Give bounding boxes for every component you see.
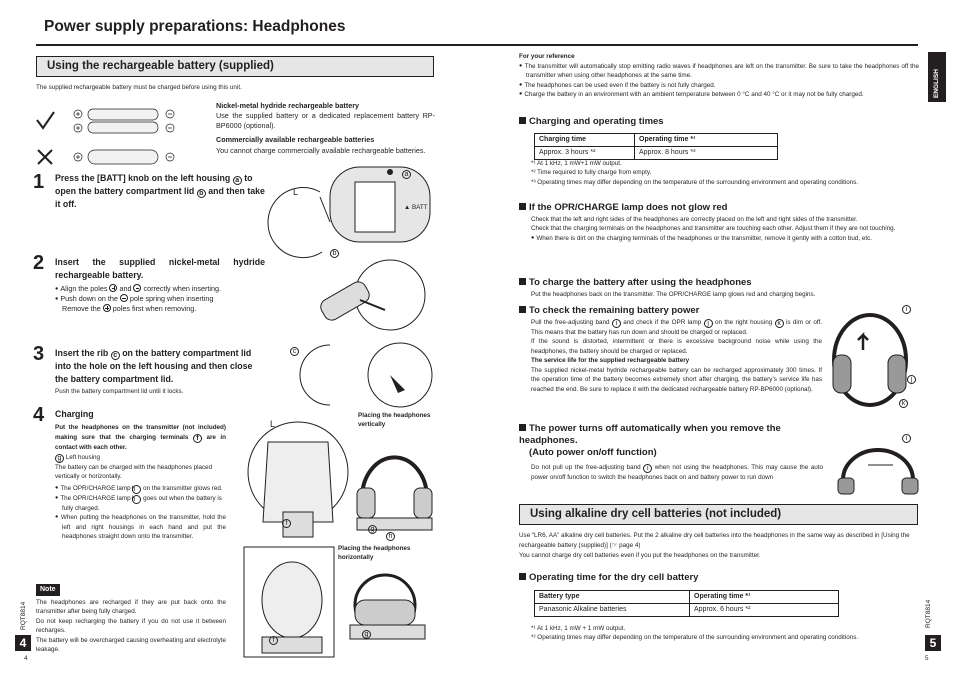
fig-auto-power — [838, 440, 918, 495]
fig-headphones-horizontal — [340, 565, 435, 655]
ref-title: For your reference — [519, 53, 575, 60]
fig-step4-horizontal-a — [242, 545, 337, 660]
ref-item: ● Charge the battery in an environment with an ambient temperature between 0 °C and 40 °C or it may not be fully charged. — [519, 90, 919, 99]
step-2-text: Insert the supplied nickel-metal hydride rechargeable battery. — [55, 257, 265, 280]
fig-label-vertical: Placing the headphones vertically — [358, 412, 431, 428]
page-small-4: 4 — [24, 655, 28, 662]
model-right: RQT8814 — [925, 599, 932, 628]
auto-heading: The power turns off automatically when you remove the headphones. (Auto power on/off function) — [519, 423, 781, 458]
fig-label-L2: L — [270, 419, 276, 429]
fig-callout-a: a — [402, 170, 411, 179]
after-text: Put the headphones back on the transmitter. The OPR/CHARGE lamp glows red and charging begins. — [531, 291, 816, 298]
fig-callout-f2: f — [269, 636, 278, 645]
opr-text: Check that the left and right sides of the headphones are correctly placed on the left and right sides of the transmitter. Check that the charging terminals on the headphones and transmitter are touching each other. Adjust them if they are not touching. ● When there is dirt on the charging terminals of the headphones or the transmitter, remove it gently with a cotton bud, etc. — [531, 215, 919, 243]
step-4-heading: Charging — [55, 409, 94, 419]
language-tab-label: ENGLISH — [933, 69, 940, 98]
note-text: The headphones are recharged if they are put back onto the transmitter after being fully charged. Do not keep recharging the battery if you do not use it between recharges. The battery will be overcharged causing overheating and electrolyte leakage. — [36, 599, 226, 654]
remain-text: Pull the free-adjusting band i and check if the OPR lamp j on the right housing k is dim or off. This means that the battery has run down and should be charged or replaced. If the sound is distorted, intermittent or there is excessive background noise while using the headphones, the battery should be charged or replaced. The service life for the supplied rechargeable battery The supplied nickel-metal hydride rechargeable battery can be recharged approximately 300 times. If the operation time of the battery becomes extremely short after charging, the battery’s service life has reached the end. Be sure to replace it with the dedicated rechargeable battery RP-BP6000 (optional). — [531, 319, 823, 393]
step-4-left-housing: g Left housing — [55, 454, 100, 463]
fig-callout-f: f — [282, 519, 291, 528]
fig-step3 — [290, 335, 440, 415]
checkmark-icon — [37, 112, 54, 128]
section-rechargeable: Using the rechargeable battery (supplied) — [36, 56, 434, 77]
step-4-bold-text: Put the headphones on the transmitter (not included) making sure that the charging terminals f are in contact with each other. — [55, 424, 227, 451]
charging-notes: *¹ At 1 kHz, 1 mW+1 mW output. *² Time required to fully charge from empty. *³ Operating times may differ depending on the temperature of the surrounding environment and operating conditions. — [531, 160, 859, 186]
after-heading: To charge the battery after using the headphones — [519, 277, 752, 289]
callout-h: h — [132, 485, 141, 494]
step-4-bullets: ● The OPR/CHARGE lamp h on the transmitter glows red. ● The OPR/CHARGE lamp h goes out when the battery is fully charged. ● When putting the headphones on the transmitter, hold the left and right housings in each hand and put the headphones straight down onto the transmitter. — [55, 484, 226, 542]
callout-b: b — [197, 189, 206, 198]
nimh-text: Use the supplied battery or a dedicated replacement battery RP-BP6000 (optional). — [216, 111, 435, 130]
fig-step2 — [290, 250, 440, 340]
page-title: Power supply preparations: Headphones — [44, 18, 346, 35]
page-number-5: 5 — [925, 635, 941, 651]
ref-list — [519, 62, 919, 100]
step-3-text: Insert the rib c on the battery compartment lid into the hole on the left housing and then close the battery compartment lid. — [55, 348, 253, 384]
fig-label-horizontal: Placing the headphones horizontally — [338, 545, 411, 561]
plus-pole-icon — [103, 304, 111, 312]
dry-table: Battery type Operating time *¹ Panasonic Alkaline batteries Approx. 6 hours *² — [534, 590, 839, 617]
fig-callout-g: g — [368, 525, 377, 534]
battery-wrong-icon — [74, 150, 174, 164]
charging-heading: Charging and operating times — [519, 116, 664, 128]
opr-heading: If the OPR/CHARGE lamp does not glow red — [519, 202, 727, 214]
minus-pole-icon — [120, 294, 128, 302]
callout-j: j — [704, 319, 713, 328]
fig-callout-i2: i — [902, 434, 911, 443]
battery-figure — [36, 104, 216, 166]
callout-c: c — [111, 351, 120, 360]
remain-heading: To check the remaining battery power — [519, 305, 699, 317]
step-2-bullets: ● Align the poles and correctly when inserting. ● Push down on the pole spring when inserting Remove the poles first when removing. — [55, 284, 270, 314]
step-1-number: 1 — [33, 171, 45, 193]
intro-text: The supplied rechargeable battery must be charged before using this unit. — [36, 84, 242, 91]
auto-text: Do not pull up the free-adjusting band i when not using the headphones. This may cause the auto power on/off function to switch the headphones back on and battery power to run down — [531, 464, 824, 481]
commercial-title: Commercially available rechargeable batteries — [216, 135, 375, 144]
dry-notes: *¹ At 1 kHz, 1 mW + 1 mW output. *² Operating times may differ depending on the temperature of the surrounding environment and operating conditions. — [531, 625, 859, 642]
battery-correct-icon — [74, 109, 174, 133]
plus-pole-icon — [109, 284, 117, 292]
model-left: RQT8814 — [20, 601, 27, 630]
note-label: Note — [36, 584, 60, 596]
fig-callout-c: c — [290, 347, 299, 356]
callout-k: k — [775, 319, 784, 328]
step-4-number: 4 — [33, 404, 45, 426]
fig-label-batt: ▲ BATT — [404, 204, 428, 211]
commercial-text: You cannot charge commercially available rechargeable batteries. — [216, 146, 426, 155]
fig-label-L: L — [293, 187, 299, 197]
fig-step4-vertical — [238, 412, 358, 542]
nimh-title: Nickel-metal hydride rechargeable battery — [216, 101, 360, 110]
callout-g: g — [55, 454, 64, 463]
ref-item: ● The transmitter will automatically stop emitting radio waves if headphones are left on the transmitter. Be sure to take the headphones off the transmitter when using other headphones at the same time. — [519, 62, 919, 81]
charging-table: Charging time Operating time *¹ Approx. 3 hours *² Approx. 8 hours *³ — [534, 133, 778, 160]
section-alkaline: Using alkaline dry cell batteries (not included) — [519, 504, 918, 525]
step-3-number: 3 — [33, 343, 45, 365]
callout-h: h — [132, 495, 141, 504]
cross-icon — [38, 150, 52, 164]
page-small-5: 5 — [925, 655, 929, 662]
fig-callout-h: h — [386, 532, 395, 541]
step-2-number: 2 — [33, 252, 45, 274]
title-rule — [36, 44, 918, 46]
callout-f: f — [193, 434, 202, 443]
fig-callout-j: j — [907, 375, 916, 384]
step-3-subtext: Push the battery compartment lid until it locks. — [55, 388, 184, 395]
fig-callout-g2: g — [362, 630, 371, 639]
step-1-text: Press the [BATT] knob on the left housing a to open the battery compartment lid b and then take it off. — [55, 173, 265, 209]
alk-text: Use “LR6, AA” alkaline dry cell batteries. Put the 2 alkaline dry cell batteries into the headphones in the same way as described in [Using the rechargeable battery (supplied)] (☞ page 4) You cannot charge dry cell batteries even if you put the headphones on the transmitter. — [519, 532, 910, 559]
fig-callout-b: b — [330, 249, 339, 258]
fig-headphones-vertical — [352, 438, 437, 533]
fig-callout-i: i — [902, 305, 911, 314]
callout-i: i — [643, 464, 652, 473]
page-number-4: 4 — [15, 635, 31, 651]
dry-heading: Operating time for the dry cell battery — [519, 572, 698, 584]
callout-i: i — [612, 319, 621, 328]
callout-a: a — [233, 176, 242, 185]
reference-icon: ☞ — [611, 541, 618, 549]
step-4-text: The battery can be charged with the headphones placed vertically or horizontally. — [55, 464, 213, 481]
minus-pole-icon — [133, 284, 141, 292]
ref-item: ● The headphones can be used even if the battery is not fully charged. — [519, 81, 919, 90]
fig-callout-k: k — [899, 399, 908, 408]
